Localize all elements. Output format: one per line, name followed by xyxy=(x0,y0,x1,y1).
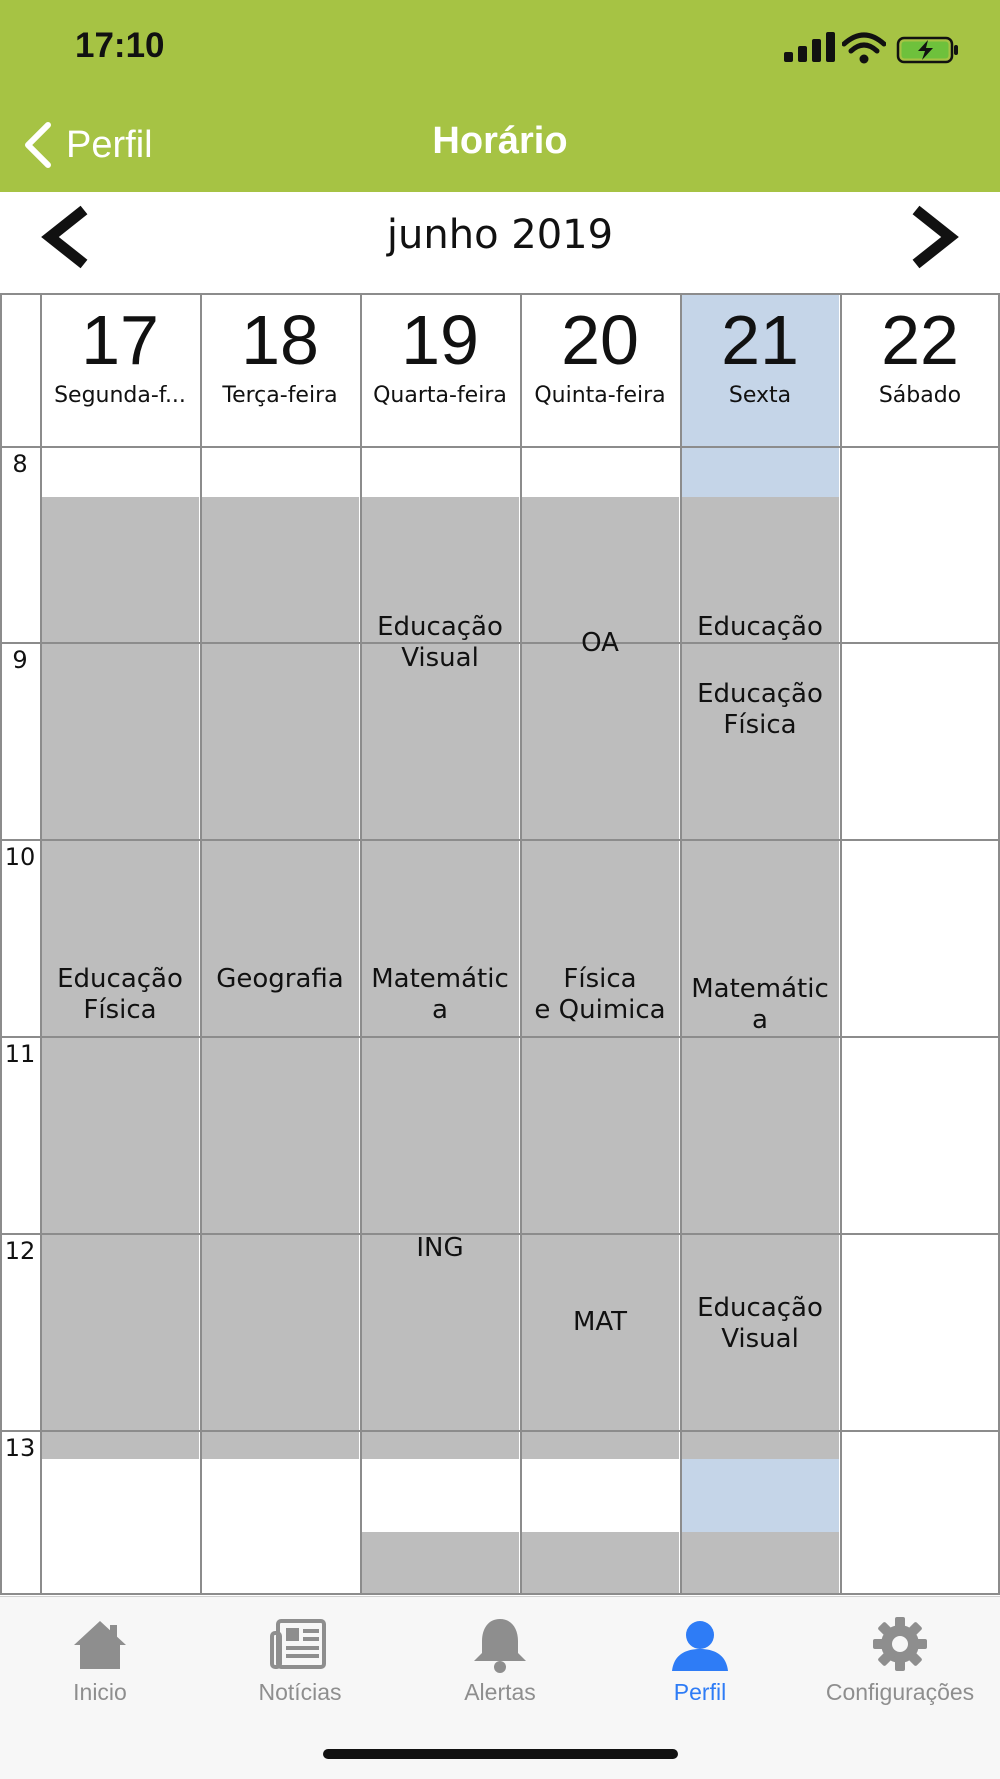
lesson-block xyxy=(521,1532,679,1595)
cellular-signal-icon xyxy=(782,30,842,64)
person-icon xyxy=(668,1615,732,1673)
lesson-block xyxy=(361,1532,519,1595)
lesson-line: OA xyxy=(581,628,619,658)
lesson-line: Visual xyxy=(401,643,479,673)
lesson-label[interactable] xyxy=(361,964,519,1026)
tab-label: Configurações xyxy=(825,1679,975,1705)
lesson-label[interactable] xyxy=(201,964,359,995)
day-name: Sexta xyxy=(728,383,792,408)
tab-inicio[interactable] xyxy=(0,1615,200,1706)
grid-line xyxy=(0,839,1000,841)
lesson-line: Matemátic xyxy=(371,964,509,994)
lesson-line: Educação xyxy=(697,1293,823,1323)
lesson-label[interactable] xyxy=(41,964,199,1026)
battery-charging-icon xyxy=(896,36,960,64)
tab-label: Inicio xyxy=(73,1679,127,1705)
month-label: junho 2019 xyxy=(386,212,614,258)
lesson-label[interactable] xyxy=(521,628,679,659)
lesson-label[interactable] xyxy=(681,612,839,643)
news-icon xyxy=(268,1615,332,1673)
gear-icon xyxy=(868,1615,932,1673)
grid-line xyxy=(0,446,1000,448)
day-number: 17 xyxy=(81,301,159,379)
page-title: Horário xyxy=(432,120,568,162)
day-header-17[interactable] xyxy=(41,293,199,445)
day-name: Terça-feira xyxy=(222,383,338,408)
lesson-line: Educação xyxy=(697,679,823,709)
next-week-button[interactable] xyxy=(906,204,962,270)
status-time: 17:10 xyxy=(75,26,165,65)
lesson-line: Educação xyxy=(57,964,183,994)
hour-label-12: 12 xyxy=(4,1237,36,1265)
day-name: Sábado xyxy=(878,383,962,408)
wifi-icon xyxy=(842,32,886,64)
home-icon xyxy=(68,1615,132,1673)
lesson-line: Geografia xyxy=(216,964,344,994)
day-number: 19 xyxy=(401,301,479,379)
tab-configurações[interactable] xyxy=(800,1615,1000,1706)
lesson-line: Educação xyxy=(377,612,503,642)
lesson-line: a xyxy=(752,1005,768,1035)
grid-line xyxy=(520,293,522,1595)
day-name: Segunda-f... xyxy=(54,383,186,408)
lesson-label[interactable] xyxy=(361,1233,519,1264)
grid-line xyxy=(0,293,2,1595)
hour-label-8: 8 xyxy=(12,450,28,478)
tab-perfil[interactable] xyxy=(600,1615,800,1706)
back-label: Perfil xyxy=(66,123,153,166)
lesson-label[interactable] xyxy=(521,964,679,1026)
lesson-line: Visual xyxy=(721,1324,799,1354)
grid-line xyxy=(0,1430,1000,1432)
lesson-label[interactable] xyxy=(681,1293,839,1355)
day-header-22[interactable] xyxy=(841,293,999,445)
lesson-line: Física xyxy=(563,964,637,994)
lesson-label[interactable] xyxy=(361,612,519,674)
lesson-line: Matemátic xyxy=(691,974,829,1004)
day-name: Quarta-feira xyxy=(373,383,507,408)
day-header-18[interactable] xyxy=(201,293,359,445)
lesson-line: MAT xyxy=(572,1307,628,1337)
grid-line xyxy=(680,293,682,1595)
schedule-grid xyxy=(0,293,1000,1595)
day-number: 18 xyxy=(241,301,319,379)
lesson-label[interactable] xyxy=(521,1307,679,1338)
tab-label: Perfil xyxy=(673,1679,727,1705)
hour-label-11: 11 xyxy=(4,1040,36,1068)
lesson-block xyxy=(681,1532,839,1595)
lesson-line: Educação xyxy=(697,612,823,642)
day-header-21[interactable] xyxy=(681,293,839,445)
day-header-20[interactable] xyxy=(521,293,679,445)
tab-alertas[interactable] xyxy=(400,1615,600,1706)
day-number: 22 xyxy=(881,301,959,379)
bell-icon xyxy=(468,1615,532,1673)
grid-line xyxy=(360,293,362,1595)
tab-label: Notícias xyxy=(258,1679,342,1705)
lesson-line: e Quimica xyxy=(534,995,666,1025)
grid-line xyxy=(200,293,202,1595)
lesson-label[interactable] xyxy=(681,974,839,1036)
day-name: Quinta-feira xyxy=(534,383,666,408)
grid-line xyxy=(0,1036,1000,1038)
lesson-label[interactable] xyxy=(681,679,839,741)
tab-label: Alertas xyxy=(464,1679,536,1705)
day-number: 21 xyxy=(721,301,799,379)
lesson-line: a xyxy=(432,995,448,1025)
home-indicator xyxy=(323,1749,678,1759)
hour-label-10: 10 xyxy=(4,843,36,871)
grid-line xyxy=(40,293,42,1595)
hour-label-13: 13 xyxy=(4,1434,36,1462)
lesson-line: Física xyxy=(723,710,797,740)
day-number: 20 xyxy=(561,301,639,379)
tab-notícias[interactable] xyxy=(200,1615,400,1706)
grid-line xyxy=(0,1593,1000,1595)
lesson-line: Física xyxy=(83,995,157,1025)
hour-label-9: 9 xyxy=(12,646,28,674)
day-header-19[interactable] xyxy=(361,293,519,445)
lesson-line: ING xyxy=(416,1233,464,1263)
grid-line xyxy=(840,293,842,1595)
